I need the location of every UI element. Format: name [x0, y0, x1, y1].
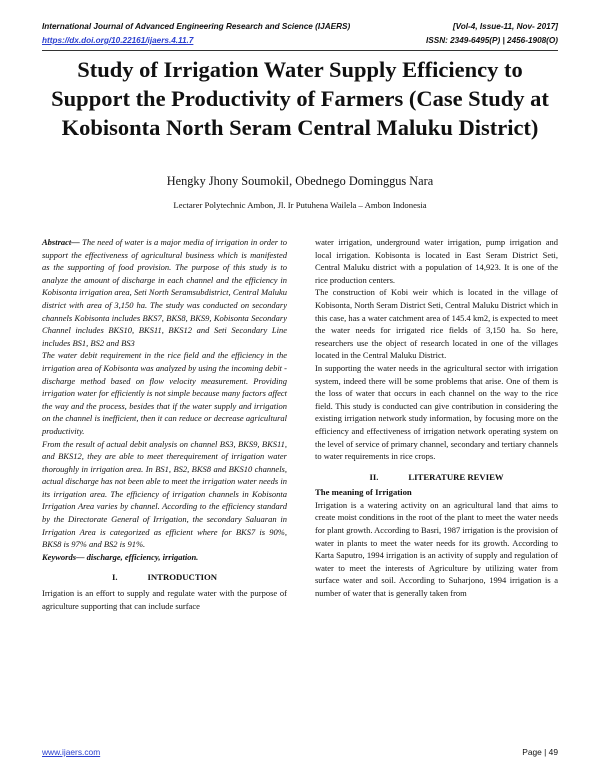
section-title: LITERATURE REVIEW [408, 471, 504, 482]
abstract-label: Abstract— [42, 237, 80, 247]
page-number: Page | 49 [522, 747, 558, 757]
intro-paragraph-4: In supporting the water needs in the agricultural sector with irrigation system, indeed there will be some problems that arise. One of them is the loss of water that occurs in each channel on the way to the rice field. This study is conducted can give contribution in considering the existing irrigation network study information, by focusing more on the efficiency and effectiveness of irrigation network operating system on the level of service of primary channel, secondary and tertiary channels to water requirements in rice crops. [315, 362, 558, 462]
section-heading-introduction [42, 571, 287, 584]
abstract-paragraph-2: The water debit requirement in the rice field and the efficiency in the irrigation area of Kobisonta was analyzed by using the incoming debit - discharge method based on flow velocity measurement. Providing irrigation water for efficiently is not simple because many factors affect the way and the process, besides that if the water supply and irrigation on the channel is inefficient, then it can reduce or decrease agricultural productivity. [42, 350, 287, 436]
abstract-paragraph-3: From the result of actual debit analysis on channel BS3, BKS9, BKS11, and BKS12, they are able to meet therequirement of irrigation water thoroughly in irrigation area. In BS1, BS2, BKS8 and BKS10 channels, actual discharge has not been able to meet the irrigation water needs in its irrigation area. The efficiency of irrigation channels in Kobisonta Irrigation Area varies by channel. According to the efficiency standard by the Directorate General of Irrigation, the secondary Saluaran in Irrigation Area is categorized as efficient where for BKS7 is 90%, BKS8 is 97% and BS2 is 91%. [42, 438, 287, 550]
intro-paragraph-3: The construction of Kobi weir which is located in the village of Kobisonta, North Seram District Seti, Central Maluku District which in this case, has a water catchment area of 145.4 km2, is expected to meet the water needs for irrigated rice fields of 3,150 ha. So here, researchers use the object of research located in one of the villages located in the Central Maluku District. [315, 287, 558, 361]
section-number: II. [369, 471, 379, 482]
paper-title: Study of Irrigation Water Supply Efficiency to Support the Productivity of Farmers (Case Study at Kobisonta North Seram Central Maluku District) [51, 57, 549, 140]
abstract-text-1: The need of water is a major media of irrigation in order to support the effectiveness of agricultural business which is manifested as the supporting of food provision. The purpose of this study is to analyze the amount of discharge in each channel and the efficiency in Kobisonta irrigation area, Seti North Seramsubdistrict, Central Maluku district with area of 3,150 ha. The study was conducted on secondary channels Kobisonta includes BKS7, BKS8, BKS9, Kobisonta Secondary Channel includes BKS10, BKS11, BKS12 and Seti Secondary Line includes BS1, BS2 and BS3 [42, 237, 287, 348]
intro-paragraph-1: Irrigation is an effort to supply and regulate water with the purpose of agriculture supporting that can include surface [42, 588, 287, 611]
header-divider [42, 50, 558, 51]
abstract-paragraph-1 [42, 236, 287, 349]
author-affiliation: Lectarer Polytechnic Ambon, Jl. Ir Putuhena Wailela – Ambon Indonesia [173, 200, 427, 210]
section-heading-literature [315, 471, 558, 484]
issn-info: ISSN: 2349-6495(P) | 2456-1908(O) [426, 36, 558, 45]
intro-paragraph-2: water irrigation, underground water irrigation, pump irrigation and local irrigation. Kobisonta is located in East Seram District Seti, Central Maluku district with a population of 14,923. It is one of the rice production centers. [315, 237, 558, 285]
left-column [42, 236, 287, 612]
section-number: I. [111, 572, 118, 583]
right-column [315, 236, 558, 600]
paper-authors: Hengky Jhony Soumokil, Obednego Dominggus Nara [166, 174, 434, 188]
keywords: Keywords— discharge, efficiency, irrigation. [42, 551, 199, 562]
footer-website-link[interactable]: www.ijaers.com [42, 747, 101, 757]
section-title: INTRODUCTION [147, 572, 218, 583]
volume-info: [Vol-4, Issue-11, Nov- 2017] [452, 22, 558, 31]
literature-paragraph-1: Irrigation is a watering activity on an agricultural land that aims to create moist conditions in the root of the plant to meet the water needs for plant growth. According to Basri, 1987 irrigation is the provision of water in plants to meet the water needs for its growth. According to Karta Saputro, 1994 irrigation is an activity of supply and regulation of water to meet the interests of Agriculture by utilizing water from surface water and soil. According to Suharjono, 1994 irrigation is a number of water that is generally taken from [315, 499, 558, 599]
doi-link[interactable]: https://dx.doi.org/10.22161/ijaers.4.11.7 [42, 36, 194, 45]
journal-name: International Journal of Advanced Engineering Research and Science (IJAERS) [42, 22, 351, 31]
abstract [42, 236, 287, 551]
subsection-heading: The meaning of Irrigation [315, 487, 412, 498]
